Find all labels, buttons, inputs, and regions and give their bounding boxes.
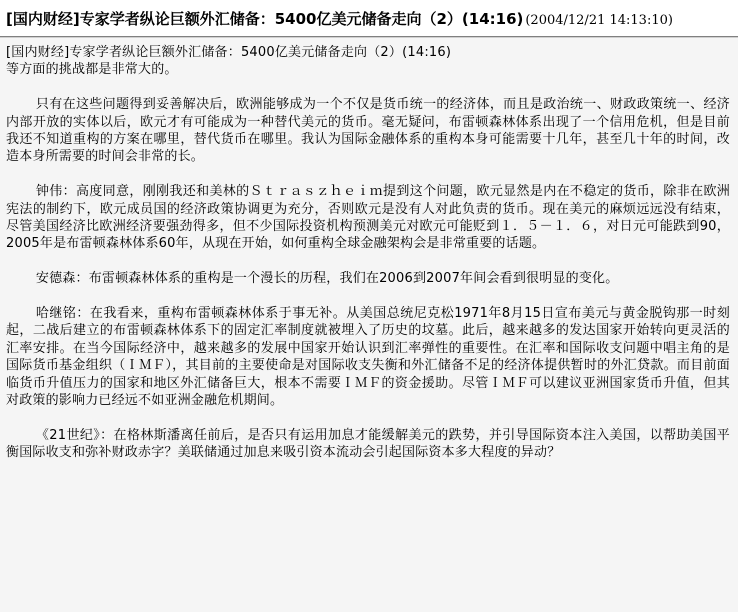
article-paragraph: 只有在这些问题得到妥善解决后，欧洲能够成为一个不仅是货币统一的经济体，而且是政治统一、财政政策统一、经济内部开放的实体以后，欧元才有可能成为一种替代美元的货币。毫无疑问，布雷顿森林体系出现了一个信用危机，但是目前我还不知道重构的方案在哪里，替代货币在哪里。我认为国际金融体系的重构本身可能需要十几年，甚至几十年的时间，改造本身所需要的时间会非常的长。 [6, 97, 730, 165]
article-subtitle: [国内财经]专家学者纵论巨额外汇储备：5400亿美元储备走向（2）(14:16) [6, 45, 452, 60]
article-paragraph: 哈继铭：在我看来，重构布雷顿森林体系于事无补。从美国总统尼克松1971年8月15日宣布美元与黄金脱钩那一时刻起，二战后建立的布雷顿森林体系下的固定汇率制度就被埋入了历史的坟墓。此后，越来越多的发达国家开始转向更灵活的汇率安排。在当今国际经济中，越来越多的发展中国家开始认识到汇率弹性的重要性。在汇率和国际收支问题中唱主角的是国际货币基金组织（ＩＭＦ），其目前的主要使命是对国际收支失衡和外汇储备不足的经济体提供暂时的外汇贷款。而目前面临货币升值压力的国家和地区外汇储备巨大，根本不需要ＩＭＦ的资金援助。尽管ＩＭＦ可以建议亚洲国家货币升值，但其对政策的影响力已经远不如亚洲金融危机期间。 [6, 306, 730, 409]
article-timestamp: (2004/12/21 14:13:10) [525, 13, 673, 28]
article-lead-text: 等方面的挑战都是非常大的。 [6, 62, 178, 78]
article-paragraph: 钟伟：高度同意，刚刚我还和美林的Ｓｔｒａｓｚｈｅｉｍ提到这个问题，欧元显然是内在不稳定的货币，除非在欧洲宪法的制约下，欧元成员国的经济政策协调更为充分，否则欧元是没有人对此负责的货币。现在美元的麻烦远远没有结束，尽管美国经济比欧洲经济要强劲得多，但不少国际投资机构预测美元对欧元可能贬到１．５－１．６，对日元可能跌到90，2005年是布雷顿森林体系60年，从现在开始，如何重构全球金融架构会是非常重要的话题。 [6, 184, 730, 252]
article-body [0, 38, 738, 612]
article-title: [国内财经]专家学者纵论巨额外汇储备：5400亿美元储备走向（2）(14:16) [6, 10, 524, 28]
article-paragraph: 《21世纪》：在格林斯潘离任前后，是否只有运用加息才能缓解美元的跌势，并引导国际资本注入美国，以帮助美国平衡国际收支和弥补财政赤字？美联储通过加息来吸引资本流动会引起国际资本多大程度的异动？ [6, 427, 730, 461]
article-paragraph: 安德森：布雷顿森林体系的重构是一个漫长的历程，我们在2006到2007年间会看到很明显的变化。 [35, 271, 619, 287]
article-title-bar [0, 0, 738, 36]
